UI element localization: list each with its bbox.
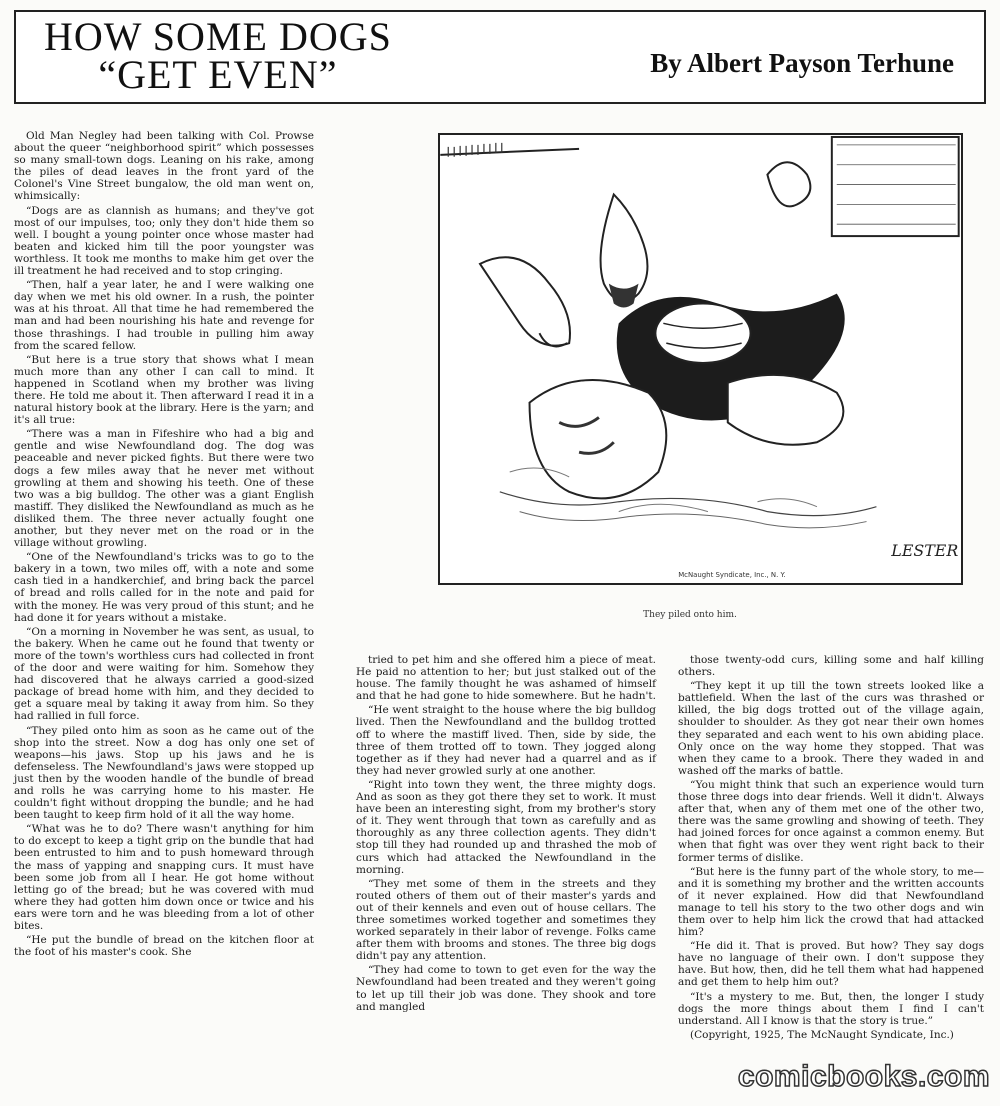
article-title — [44, 14, 392, 97]
paragraph: “They kept it up till the town streets looked like a battlefield. When the last of the curs was thrashed or killed, the big dogs trotted out of the village again, shoulder to shoulder. As they got near their own homes they separated and each went to his own abiding place. Only once on the way home they stopped. That was when they came to a brook. There they waded in and washed off the marks of battle. — [678, 680, 984, 777]
title-line-2: “GET EVEN” — [98, 52, 338, 97]
title-line-1: HOW SOME DOGS — [44, 14, 392, 59]
dog-fight-drawing — [440, 135, 961, 583]
author-byline: By Albert Payson Terhune — [650, 48, 954, 78]
paragraph: Old Man Negley had been talking with Col. Prowse about the queer “neighborhood spirit” which possesses so many small-town dogs. Leaning on his rake, among the piles of dead leaves in the front yard of the Colonel's Vine Street bungalow, the old man went on, whimsically: — [14, 130, 314, 203]
paragraph: “One of the Newfoundland's tricks was to go to the bakery in a town, two miles off, with a note and some cash tied in a handkerchief, and bring back the parcel of bread and rolls called for in the note and paid for with the money. He was very proud of this stunt; and he had done it for years without a mistake. — [14, 551, 314, 624]
paragraph: “They had come to town to get even for the way the Newfoundland had been treated and they weren't going to let up till their job was done. They shook and tore and mangled — [356, 964, 656, 1013]
paragraph: “Then, half a year later, he and I were walking one day when we met his old owner. In a rush, the pointer was at his throat. All that time he had remembered the man and had been nourishing his hate and revenge for those thrashings. I had trouble in pulling him away from the scared fellow. — [14, 279, 314, 352]
paragraph: “He went straight to the house where the big bulldog lived. Then the Newfoundland and the bulldog trotted off to where the mastiff lived. Then, side by side, the three of them trotted off to town. They jogged along together as if they had never had a quarrel and as if they had never growled surly at one another. — [356, 704, 656, 777]
illustration — [438, 133, 963, 585]
paragraph: “But here is a true story that shows what I mean much more than any other I can call to mind. It happened in Scotland when my brother was living there. He told me about it. Then afterward I read it in a natural history book at the library. Here is the yarn; and it's all true: — [14, 353, 314, 427]
paragraph: “Dogs are as clannish as humans; and they've got most of our impulses, too; only they don't hide them so well. I bought a young pointer once whose master had beaten and kicked him till the poor youngster was worthless. It took me months to make him get over the ill treatment he had received and to stop cringing. — [14, 204, 314, 278]
paragraph: “But here is the funny part of the whole story, to me—and it is something my brother and the written accounts of it never explained. How did that Newfoundland manage to tell his story to the two other dogs and win them over to help him lick the crowd that had attacked him? — [678, 865, 984, 939]
syndicate-credit: McNaught Syndicate, Inc., N. Y. — [678, 571, 786, 580]
article-column-3 — [678, 654, 984, 1043]
headline-box — [14, 10, 986, 104]
paragraph: (Copyright, 1925, The McNaught Syndicate, Inc.) — [690, 1028, 954, 1041]
article-column-1 — [14, 130, 314, 960]
paragraph: “On a morning in November he was sent, as usual, to the bakery. When he came out he found that twenty or more of the town's worthless curs had collected in front of the door and were waiting for him. Somehow they had discovered that he always carried a good-sized package of bread home with him, and they decided to get a square meal by taking it away from him. So they had rallied in full force. — [14, 625, 314, 723]
paragraph: “There was a man in Fifeshire who had a big and gentle and wise Newfoundland dog. The dog was peaceable and never picked fights. But there were two dogs a few miles away that he never met without growling at them and showing his teeth. One of these two was a big bulldog. The other was a giant English mastiff. They disliked the Newfoundland as much as he disliked them. The three never actually fought one another, but they never met on the road or in the village without growling. — [14, 428, 314, 550]
paragraph: “He did it. That is proved. But how? They say dogs have no language of their own. I don't suppose they have. But how, then, did he tell them what had happened and get them to help him out? — [678, 940, 984, 989]
illustration-caption: They piled onto him. — [643, 610, 737, 620]
paragraph: “You might think that such an experience would turn those three dogs into dear friends. Well it didn't. Always after that, when any of them met one of the other two, there was the same growling and showing of teeth. They had joined forces for once against a common enemy. But when that fight was over they went right back to their former terms of dislike. — [678, 778, 984, 864]
paragraph: “They piled onto him as soon as he came out of the shop into the street. Now a dog has only one set of weapons—his jaws. Stop up his jaws and he is defenseless. The Newfoundland's jaws were stopped up just then by the wooden handle of the bundle of bread and rolls he was carrying home to his master. He couldn't fight without dropping the bundle; and he had been taught to keep firm hold of it all the way home. — [14, 724, 314, 822]
paragraph: “They met some of them in the streets and they routed others of them out of their master's yards and out of their kennels and even out of house cellars. The three sometimes worked together and sometimes they worked separately in their labor of revenge. Folks came after them with brooms and stones. The three big dogs didn't pay any attention. — [356, 877, 656, 963]
paragraph: “Right into town they went, the three mighty dogs. And as soon as they got there they set to work. It must have been an interesting sight, from my brother's story of it. They went through that town as carefully and as thoroughly as any three collection agents. They didn't stop till they had rounded up and thrashed the mob of curs which had attacked the Newfoundland in the morning. — [356, 778, 656, 876]
paragraph: “What was he to do? There wasn't anything for him to do except to keep a tight grip on the bundle that had been entrusted to him and to push homeward through the mass of yapping and snapping curs. It must have been some job from all I hear. He got home without letting go of the bread; but he was covered with mud where they had gotten him down once or twice and his ears were torn and he was bleeding from a lot of other bites. — [14, 823, 314, 932]
artist-signature: LESTER — [891, 541, 959, 561]
paragraph: “It's a mystery to me. But, then, the longer I study dogs the more things about them I find I can't understand. All I know is that the story is true.” — [678, 990, 984, 1027]
paragraph: those twenty-odd curs, killing some and half killing others. — [678, 654, 984, 679]
paragraph: “He put the bundle of bread on the kitchen floor at the foot of his master's cook. She — [14, 934, 314, 959]
site-watermark: comicbooks.com — [737, 1060, 990, 1093]
paragraph: tried to pet him and she offered him a piece of meat. He paid no attention to her; but just stalked out of the house. The family thought he was ashamed of himself and that he had gone to hide somewhere. But he hadn't. — [356, 654, 656, 703]
article-column-2 — [356, 654, 656, 1015]
